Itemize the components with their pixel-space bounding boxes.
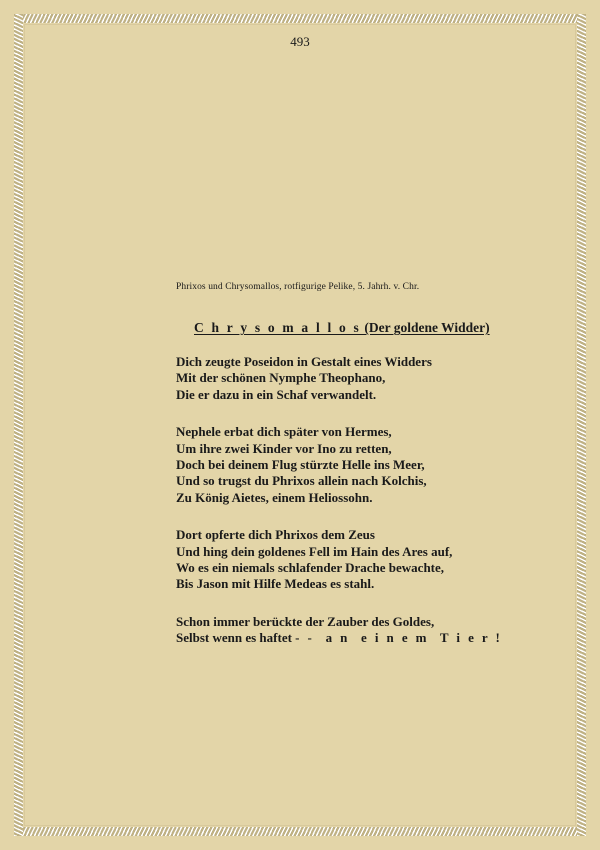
page-number: 493	[290, 34, 310, 49]
poem-title-subtitle: (Der goldene Widder)	[361, 320, 490, 335]
poem-stanza	[176, 354, 556, 403]
border-hatch-left	[14, 14, 23, 836]
poem-stanza	[176, 527, 556, 593]
poem-line: Dich zeugte Poseidon in Gestalt eines Widders	[176, 354, 432, 369]
poem-line-final	[176, 630, 556, 646]
poem-line: Doch bei deinem Flug stürzte Helle ins Meer,	[176, 457, 425, 473]
poem-line: Nephele erbat dich später von Hermes,	[176, 424, 392, 440]
poem-line-final-plain: Selbst wenn es haftet	[176, 630, 296, 646]
poem-line: Zu König Aietes, einem Heliossohn.	[176, 489, 373, 505]
border-hatch-top	[14, 14, 586, 23]
poem-line: Mit der schönen Nymphe Theophano,	[176, 370, 386, 386]
poem-stanza	[176, 424, 556, 506]
poem-line-final-spaced: - - a n e i n e m T i e r !	[295, 630, 503, 646]
poem-title-name: C h r y s o m a l l o s	[194, 320, 361, 335]
border-hatch-bottom	[14, 827, 586, 836]
poem-line: Bis Jason mit Hilfe Medeas es stahl.	[176, 576, 375, 592]
poem-line: Die er dazu in ein Schaf verwandelt.	[176, 386, 377, 402]
poem-title	[194, 320, 556, 336]
poem-line: Und so trugst du Phrixos allein nach Kolchis,	[176, 473, 427, 489]
poem-line: Und hing dein goldenes Fell im Hain des Ares auf,	[176, 543, 453, 559]
poem-line: Wo es ein niemals schlafender Drache bewachte,	[176, 560, 445, 576]
poem-line: Dort opferte dich Phrixos dem Zeus	[176, 527, 375, 543]
border-hatch-right	[577, 14, 586, 836]
figure-caption: Phrixos und Chrysomallos, rotfigurige Pelike, 5. Jahrh. v. Chr.	[176, 282, 420, 292]
poem-stanza	[176, 614, 556, 647]
poem-line: Schon immer berückte der Zauber des Goldes,	[176, 613, 435, 629]
page-content	[176, 282, 556, 647]
poem-line: Um ihre zwei Kinder vor Ino zu retten,	[176, 440, 392, 456]
